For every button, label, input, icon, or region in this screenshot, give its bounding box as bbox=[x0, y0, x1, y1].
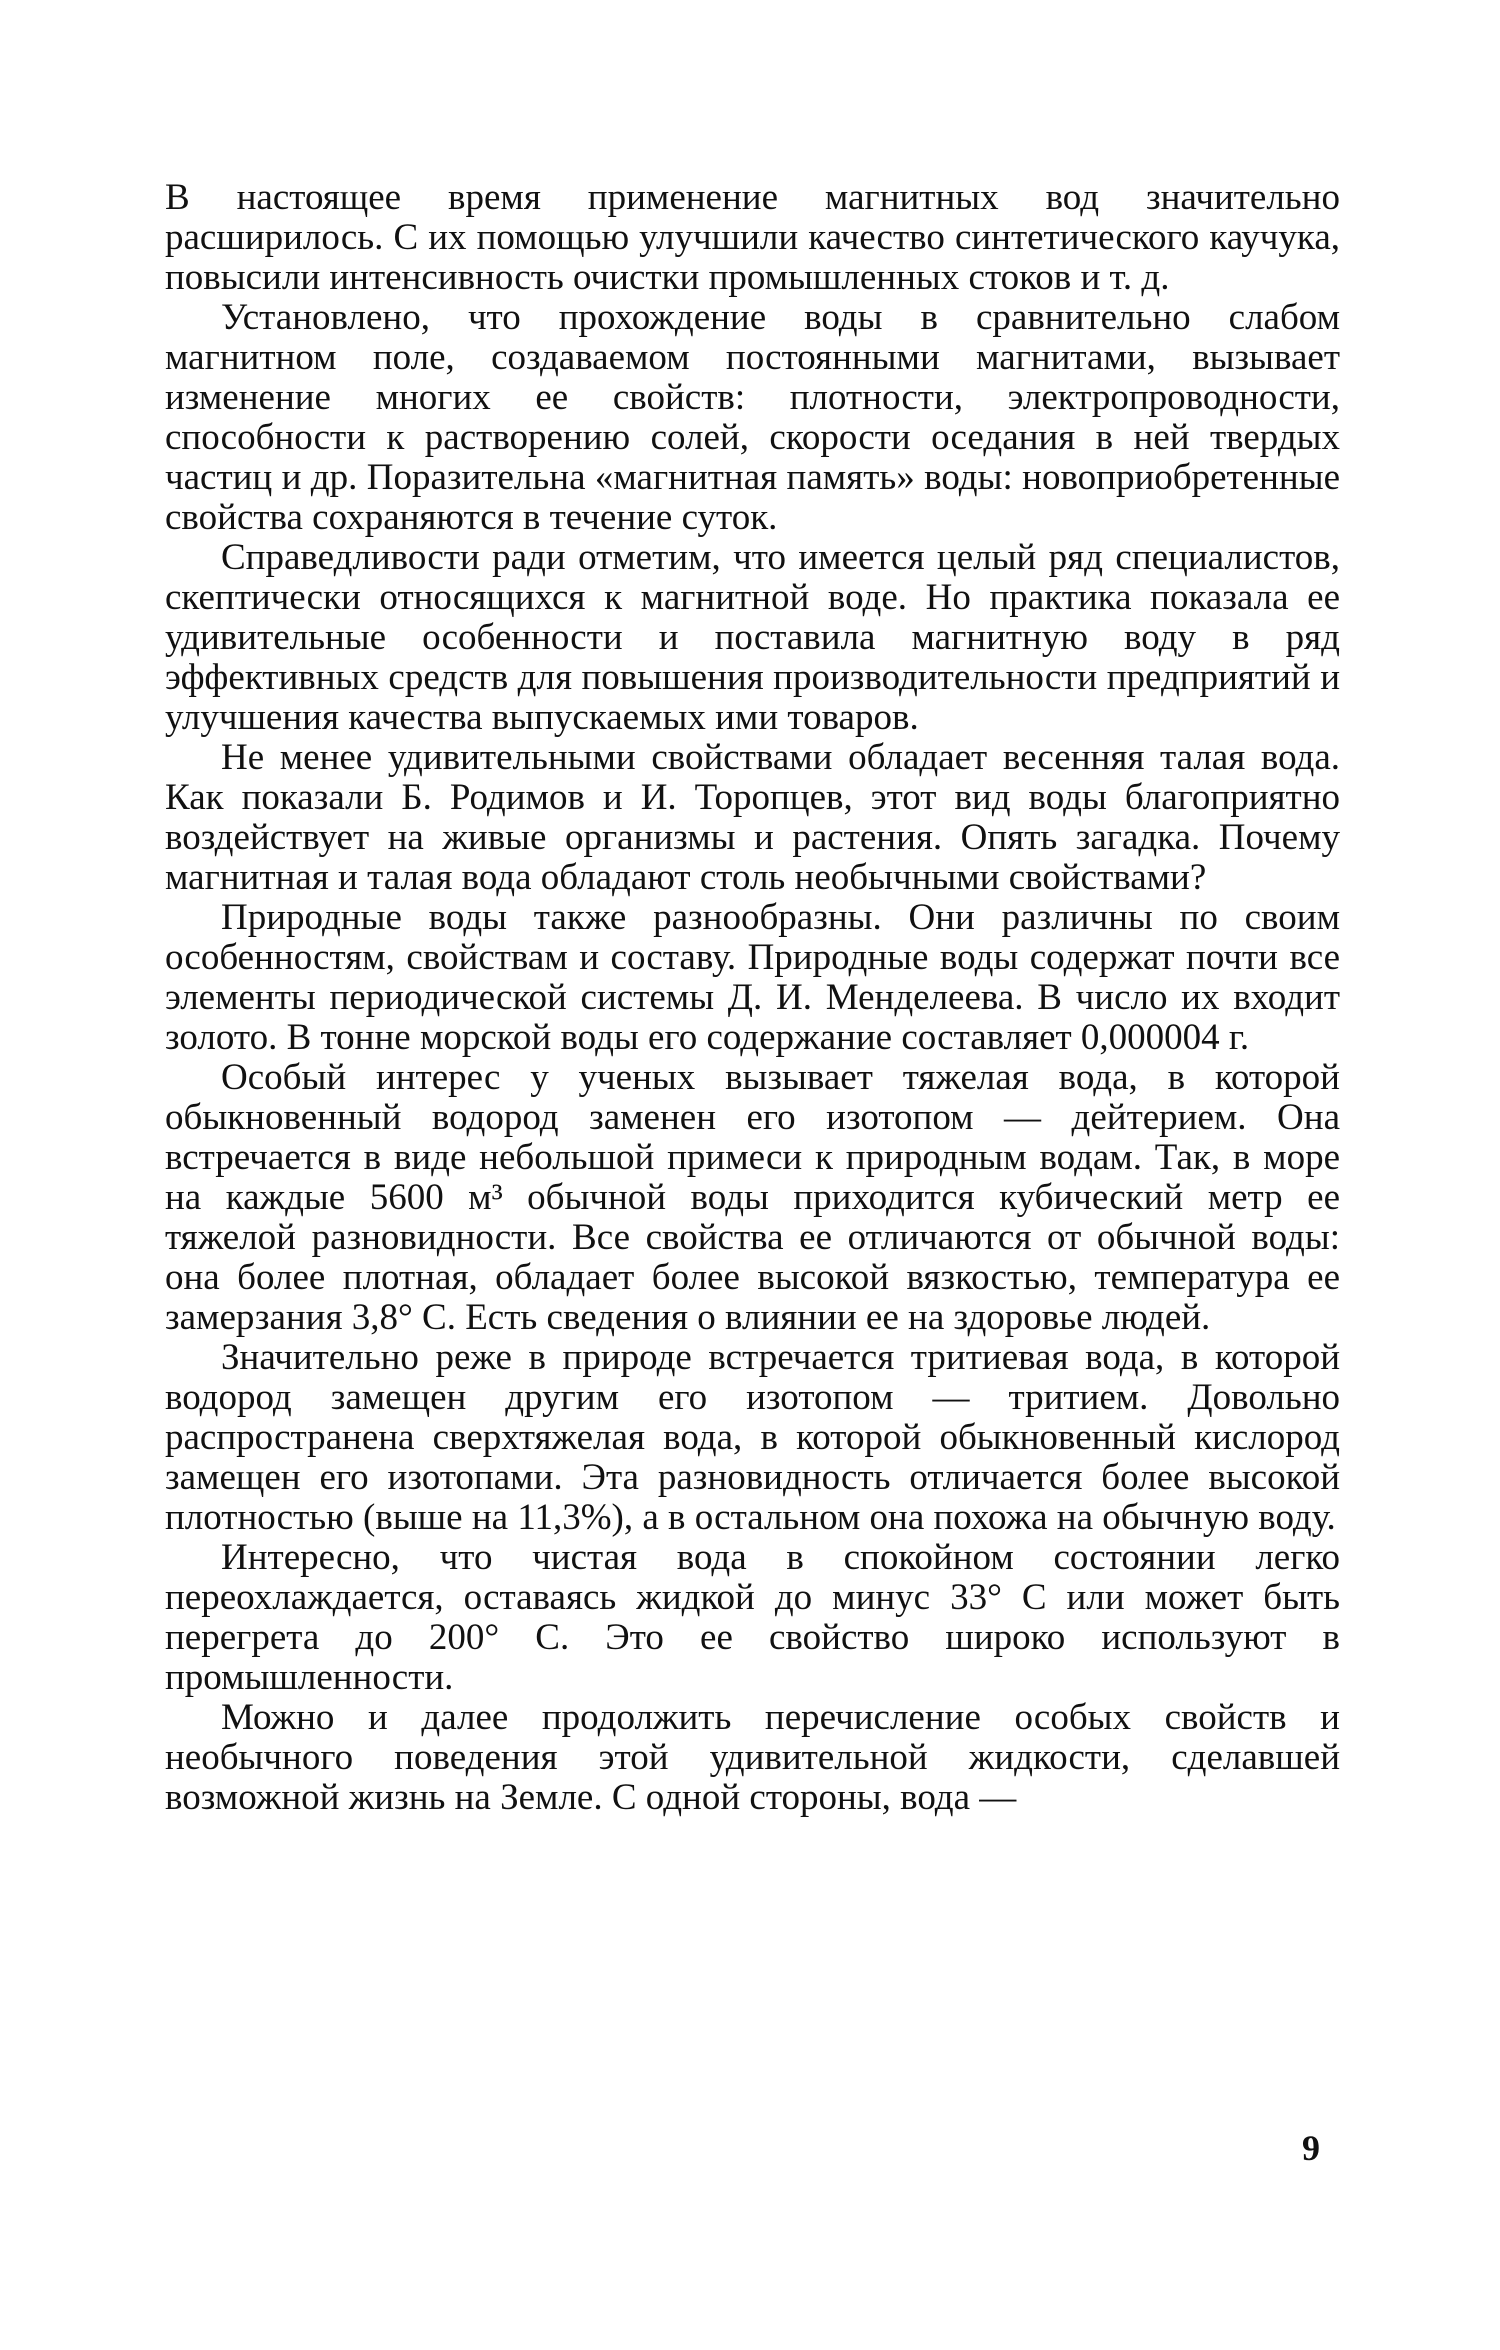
paragraph-magnetic-water-use: В настоящее время применение магнитных вод значительно расширилось. С их помощью улучшили качество синтетического каучука, повысили интенсивность очистки промышленных стоков и т. д. bbox=[165, 177, 1340, 298]
paragraph-magnetic-field-effects: Установлено, что прохождение воды в сравнительно слабом магнитном поле, создаваемом постоянными магнитами, вызывает изменение многих ее свойств: плотности, электропроводности, способности к растворению солей, скорости оседания в ней твердых частиц и др. Поразительна «магнитная память» воды: новоприобретенные свойства сохраняются в течение суток. bbox=[165, 297, 1340, 538]
body-text bbox=[165, 178, 1340, 1818]
paragraph-heavy-water: Особый интерес у ученых вызывает тяжелая вода, в которой обыкновенный водород заменен его изотопом — дейтерием. Она встречается в виде небольшой примеси к природным водам. Так, в море на каждые 5600 м³ обычной воды приходится кубический метр ее тяжелой разновидности. Все свойства ее отличаются от обычной воды: она более плотная, обладает более высокой вязкостью, температура ее замерзания 3,8° С. Есть сведения о влиянии ее на здоровье людей. bbox=[165, 1057, 1340, 1338]
paragraph-skeptics: Справедливости ради отметим, что имеется целый ряд специалистов, скептически относящихся к магнитной воде. Но практика показала ее удивительные особенности и поставила магнитную воду в ряд эффективных средств для повышения производительности предприятий и улучшения качества выпускаемых ими товаров. bbox=[165, 537, 1340, 738]
paragraph-natural-waters: Природные воды также разнообразны. Они различны по своим особенностям, свойствам и составу. Природные воды содержат почти все элементы периодической системы Д. И. Менделеева. В число их входит золото. В тонне морской воды его содержание составляет 0,000004 г. bbox=[165, 897, 1340, 1058]
paragraph-tritium-water: Значительно реже в природе встречается тритиевая вода, в которой водород замещен другим его изотопом — тритием. Довольно распространена сверхтяжелая вода, в которой обыкновенный кислород замещен его изотопами. Эта разновидность отличается более высокой плотностью (выше на 11,3%), а в остальном она похожа на обычную воду. bbox=[165, 1337, 1340, 1538]
paragraph-supercooling: Интересно, что чистая вода в спокойном состоянии легко переохлаждается, оставаясь жидкой до минус 33° С или может быть перегрета до 200° С. Это ее свойство широко используют в промышленности. bbox=[165, 1537, 1340, 1698]
paragraph-melt-water: Не менее удивительными свойствами обладает весенняя талая вода. Как показали Б. Родимов и И. Торопцев, этот вид воды благоприятно воздействует на живые организмы и растения. Опять загадка. Почему магнитная и талая вода обладают столь необычными свойствами? bbox=[165, 737, 1340, 898]
page-number: 9 bbox=[1302, 2128, 1320, 2168]
paragraph-conclusion: Можно и далее продолжить перечисление особых свойств и необычного поведения этой удивительной жидкости, сделавшей возможной жизнь на Земле. С одной стороны, вода — bbox=[165, 1697, 1340, 1818]
